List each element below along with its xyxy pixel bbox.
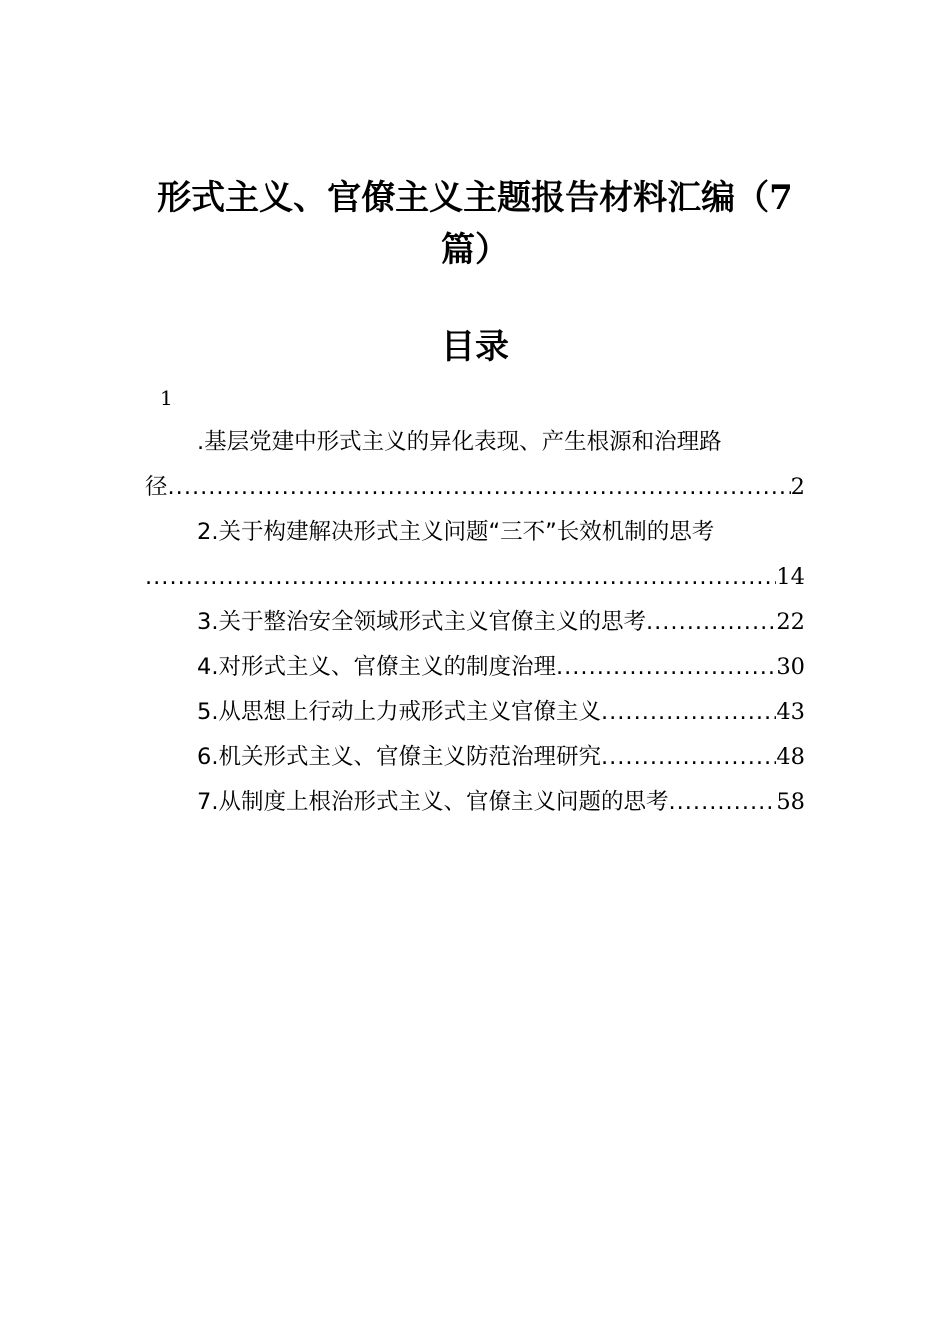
toc-entry-5-page: 43 [776, 699, 805, 725]
dot-leader [145, 555, 776, 600]
toc-entry-6[interactable] [145, 735, 805, 780]
toc-entry-5[interactable] [145, 690, 805, 735]
dot-leader [601, 690, 776, 735]
toc-entry-7-page: 58 [776, 789, 805, 815]
dot-leader [601, 735, 776, 780]
toc-entry-5-text: 5.从思想上行动上力戒形式主义官僚主义 [197, 699, 601, 725]
document-title: 形式主义、官僚主义主题报告材料汇编（7篇） [157, 178, 793, 270]
toc-entry-1-line1[interactable]: .基层党建中形式主义的异化表现、产生根源和治理路 [197, 429, 722, 455]
toc-entry-2-text[interactable]: 2.关于构建解决形式主义问题“三不”长效机制的思考 [197, 519, 715, 545]
toc-entry-2-page: 14 [776, 564, 805, 590]
toc-entry-3[interactable] [145, 600, 805, 645]
toc-entry-7-text: 7.从制度上根治形式主义、官僚主义问题的思考 [197, 789, 669, 815]
toc-entry-4-page: 30 [776, 654, 805, 680]
toc-entry-2-leader-line[interactable] [145, 555, 805, 600]
toc-entry-1-page: 2 [790, 474, 805, 500]
dot-leader [646, 600, 776, 645]
dot-leader [556, 645, 776, 690]
dot-leader [668, 780, 776, 825]
toc-entry-4[interactable] [145, 645, 805, 690]
toc-entry-3-page: 22 [776, 609, 805, 635]
toc-entry-4-text: 4.对形式主义、官僚主义的制度治理 [197, 654, 556, 680]
toc-entry-6-text: 6.机关形式主义、官僚主义防范治理研究 [197, 744, 601, 770]
toc-stray-number: 1 [160, 386, 173, 410]
dot-leader [168, 465, 791, 510]
toc-entry-6-page: 48 [776, 744, 805, 770]
toc-entry-1-continuation: 径 [145, 474, 168, 500]
toc-entry-3-text: 3.关于整治安全领域形式主义官僚主义的思考 [197, 609, 646, 635]
toc-heading: 目录 [441, 327, 509, 367]
toc-entry-7[interactable] [145, 780, 805, 825]
table-of-contents [145, 420, 805, 825]
toc-entry-1-line2[interactable] [145, 465, 805, 510]
